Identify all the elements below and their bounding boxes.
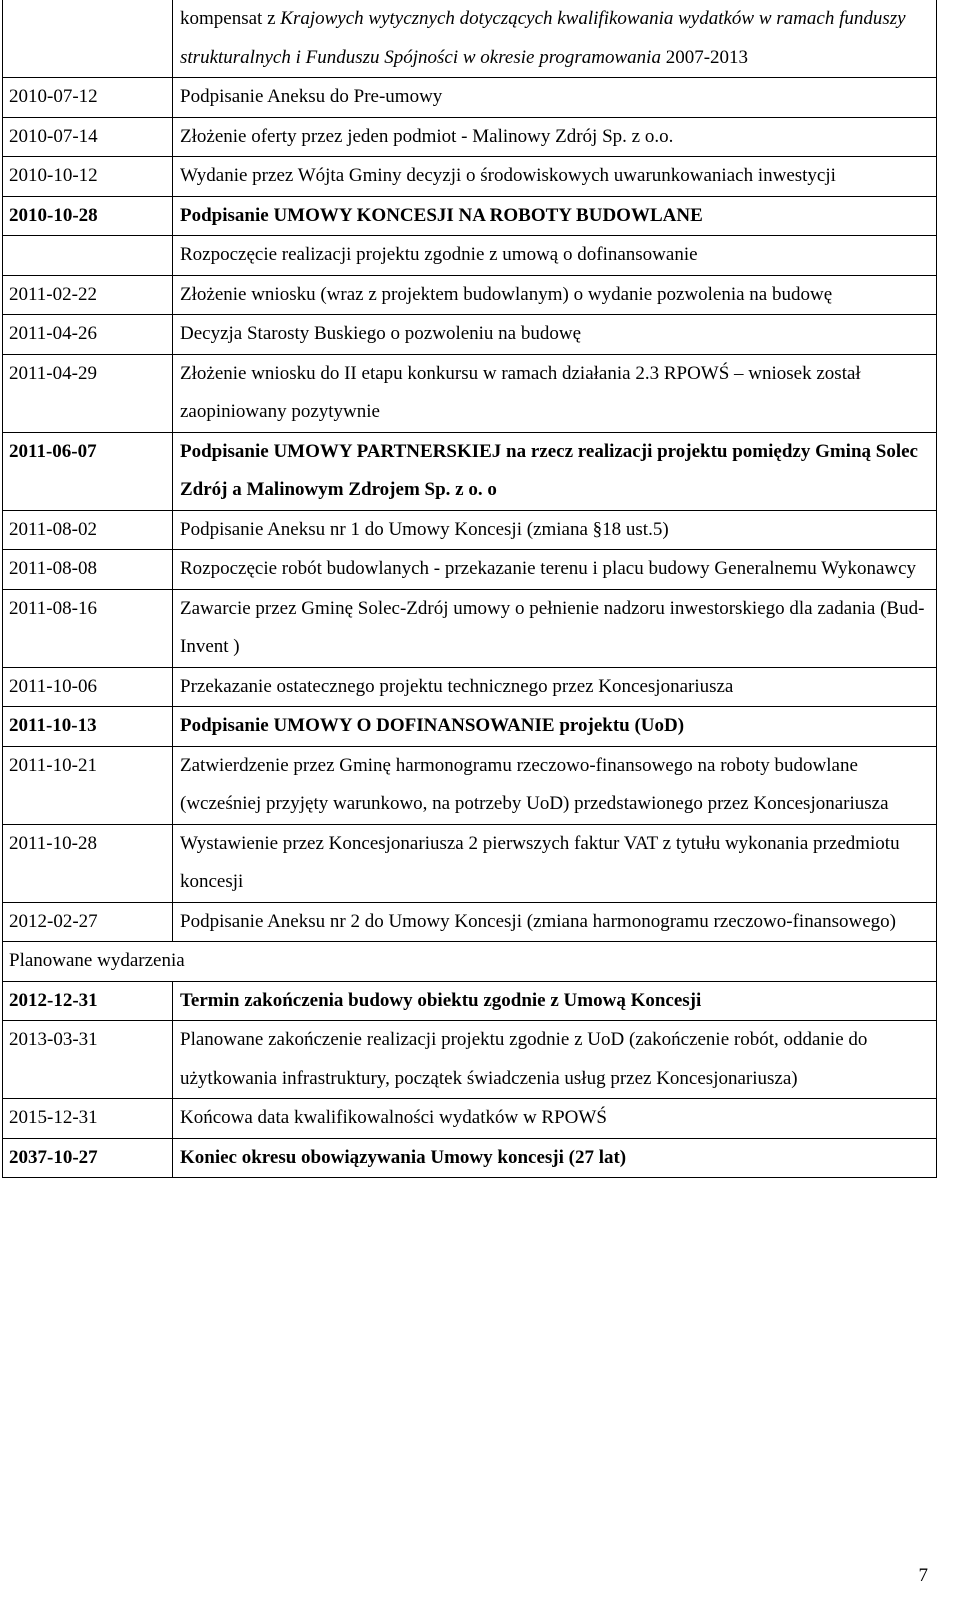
- date-cell: 2011-08-16: [3, 589, 173, 667]
- section-heading: Planowane wydarzenia: [3, 942, 937, 982]
- desc-cell: Podpisanie UMOWY PARTNERSKIEJ na rzecz realizacji projektu pomiędzy Gminą Solec Zdrój a Malinowym Zdrojem Sp. z o. o: [173, 432, 937, 510]
- table-row: [3, 196, 937, 236]
- date-cell: 2010-07-12: [3, 78, 173, 118]
- date-cell: 2011-02-22: [3, 275, 173, 315]
- table-row: [3, 432, 937, 510]
- date-cell: [3, 0, 173, 78]
- table-row: [3, 117, 937, 157]
- page-number: 7: [918, 1565, 928, 1586]
- desc-cell: Podpisanie Aneksu nr 1 do Umowy Koncesji (zmiana §18 ust.5): [173, 510, 937, 550]
- date-cell: 2011-06-07: [3, 432, 173, 510]
- date-cell: 2010-07-14: [3, 117, 173, 157]
- desc-cell: Złożenie oferty przez jeden podmiot - Malinowy Zdrój Sp. z o.o.: [173, 117, 937, 157]
- table-row: [3, 157, 937, 197]
- date-cell: 2011-10-13: [3, 707, 173, 747]
- desc-suffix: 2007-2013: [660, 46, 749, 68]
- table-row: [3, 667, 937, 707]
- date-cell: 2011-10-28: [3, 824, 173, 902]
- desc-cell: Rozpoczęcie robót budowlanych - przekazanie terenu i placu budowy Generalnemu Wykonawcy: [173, 550, 937, 590]
- date-cell: 2010-10-28: [3, 196, 173, 236]
- table-row: [3, 1138, 937, 1178]
- desc-cell: Wydanie przez Wójta Gminy decyzji o środowiskowych uwarunkowaniach inwestycji: [173, 157, 937, 197]
- desc-prefix: kompensat z: [180, 8, 281, 29]
- date-cell: [3, 236, 173, 276]
- desc-cell: Zatwierdzenie przez Gminę harmonogramu rzeczowo-finansowego na roboty budowlane (wcześniej przyjęty warunkowo, na potrzeby UoD) przedstawionego przez Koncesjonariusza: [173, 746, 937, 824]
- table-row: [3, 707, 937, 747]
- desc-cell: Wystawienie przez Koncesjonariusza 2 pierwszych faktur VAT z tytułu wykonania przedmiotu koncesji: [173, 824, 937, 902]
- table-row: [3, 981, 937, 1021]
- date-cell: 2012-12-31: [3, 981, 173, 1021]
- table-row: [3, 550, 937, 590]
- desc-cell: Złożenie wniosku do II etapu konkursu w ramach działania 2.3 RPOWŚ – wniosek został zaopiniowany pozytywnie: [173, 354, 937, 432]
- table-row: [3, 78, 937, 118]
- desc-cell: Planowane zakończenie realizacji projektu zgodnie z UoD (zakończenie robót, oddanie do użytkowania infrastruktury, początek świadczenia usług przez Koncesjonariusza): [173, 1021, 937, 1099]
- date-cell: 2012-02-27: [3, 902, 173, 942]
- date-cell: 2011-08-02: [3, 510, 173, 550]
- date-cell: 2011-04-29: [3, 354, 173, 432]
- table-row: [3, 902, 937, 942]
- table-row: [3, 354, 937, 432]
- desc-cell: Podpisanie UMOWY O DOFINANSOWANIE projektu (UoD): [173, 707, 937, 747]
- desc-cell: Podpisanie Aneksu nr 2 do Umowy Koncesji (zmiana harmonogramu rzeczowo-finansowego): [173, 902, 937, 942]
- desc-cell: [173, 0, 937, 78]
- section-row: [3, 942, 937, 982]
- table-row: [3, 746, 937, 824]
- table-row: [3, 1099, 937, 1139]
- timeline-table: [2, 0, 937, 1178]
- date-cell: 2013-03-31: [3, 1021, 173, 1099]
- desc-cell: Rozpoczęcie realizacji projektu zgodnie z umową o dofinansowanie: [173, 236, 937, 276]
- desc-cell: Złożenie wniosku (wraz z projektem budowlanym) o wydanie pozwolenia na budowę: [173, 275, 937, 315]
- date-cell: 2011-10-06: [3, 667, 173, 707]
- table-row: [3, 0, 937, 78]
- desc-cell: Koniec okresu obowiązywania Umowy koncesji (27 lat): [173, 1138, 937, 1178]
- desc-cell: Podpisanie UMOWY KONCESJI NA ROBOTY BUDOWLANE: [173, 196, 937, 236]
- table-row: [3, 510, 937, 550]
- desc-cell: Termin zakończenia budowy obiektu zgodnie z Umową Koncesji: [173, 981, 937, 1021]
- table-row: [3, 1021, 937, 1099]
- desc-cell: Zawarcie przez Gminę Solec-Zdrój umowy o pełnienie nadzoru inwestorskiego dla zadania (Bud-Invent ): [173, 589, 937, 667]
- date-cell: 2037-10-27: [3, 1138, 173, 1178]
- table-row: [3, 236, 937, 276]
- desc-cell: Końcowa data kwalifikowalności wydatków w RPOWŚ: [173, 1099, 937, 1139]
- table-row: [3, 824, 937, 902]
- desc-italic-title: Krajowych wytycznych dotyczących kwalifikowania wydatków w ramach funduszy strukturalnych i Funduszu Spójności w okresie programowania: [180, 8, 906, 68]
- date-cell: 2010-10-12: [3, 157, 173, 197]
- table-row: [3, 275, 937, 315]
- date-cell: 2011-10-21: [3, 746, 173, 824]
- date-cell: 2011-04-26: [3, 315, 173, 355]
- table-row: [3, 315, 937, 355]
- desc-cell: Decyzja Starosty Buskiego o pozwoleniu na budowę: [173, 315, 937, 355]
- timeline-body: [3, 0, 937, 1178]
- table-row: [3, 589, 937, 667]
- date-cell: 2015-12-31: [3, 1099, 173, 1139]
- desc-cell: Przekazanie ostatecznego projektu technicznego przez Koncesjonariusza: [173, 667, 937, 707]
- date-cell: 2011-08-08: [3, 550, 173, 590]
- desc-cell: Podpisanie Aneksu do Pre-umowy: [173, 78, 937, 118]
